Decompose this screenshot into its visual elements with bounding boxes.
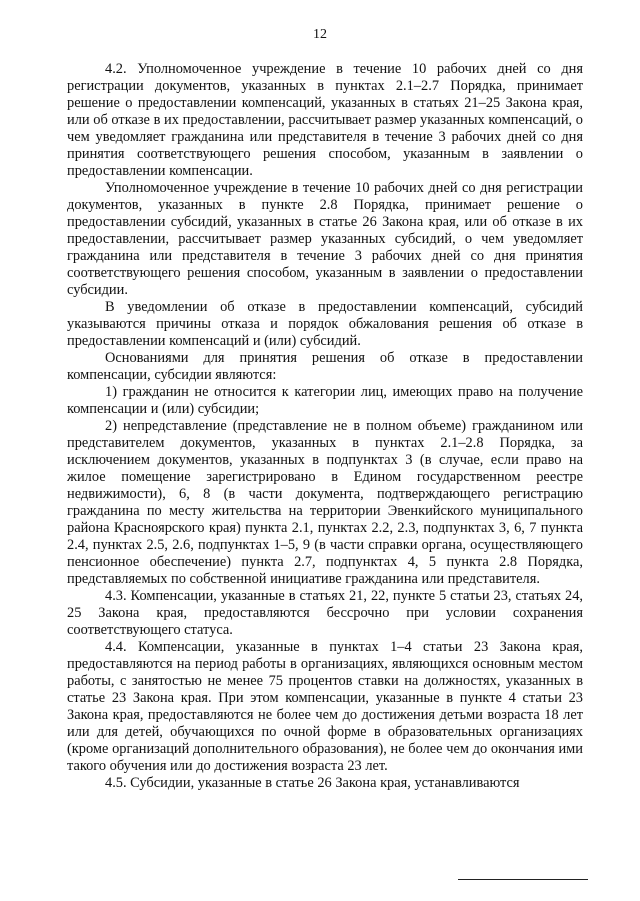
paragraph-subsidy-decision: Уполномоченное учреждение в течение 10 рабочих дней со дня регистрации документов, указанных в пункте 2.8 Порядка, принимает решение о предоставлении субсидий, указанных в статье 26 Закона края, или об отказе в их предоставлении, рассчитывает размер указанных субсидий, о чем уведомляет гражданина или представителя в течение 3 рабочих дней со дня принятия соответствующего решения способом, указанным в заявлении о предоставлении субсидии. [67,180,583,298]
list-item-ground-2: 2) непредставление (представление не в полном объеме) гражданином или представителем документов, указанных в пунктах 2.1–2.8 Порядка, за исключением документов, указанных в подпунктах 3 (в случае, если право на жилое помещение зарегистрировано в Едином государственном реестре недвижимости), 6, 8 (в части документа, подтверждающего регистрацию гражданина по месту жительства на территории Эвенкийского муниципального района Красноярского края) пункта 2.1, пунктах 2.2, 2.3, подпунктах 3, 6, 7 пункта 2.4, пунктах 2.5, 2.6, подпунктах 1–5, 9 (в части справки органа, осуществляющего пенсионное обеспечение) пункта 2.7, подпунктах 4, 5 пункта 2.8 Порядка, представляемых по собственной инициативе гражданина или представителя. [67,418,583,587]
page-number: 12 [313,27,327,42]
list-item-ground-1: 1) гражданин не относится к категории лиц, имеющих право на получение компенсации и (или) субсидии; [67,384,583,417]
paragraph-refusal-notice: В уведомлении об отказе в предоставлении компенсаций, субсидий указываются причины отказа и порядок обжалования решения об отказе в предоставлении компенсаций и (или) субсидий. [67,299,583,349]
paragraph-4-5: 4.5. Субсидии, указанные в статье 26 Закона края, устанавливаются [105,775,520,791]
document-body [67,61,583,792]
paragraph-4-2: 4.2. Уполномоченное учреждение в течение 10 рабочих дней со дня регистрации документов, указанных в пунктах 2.1–2.7 Порядка, принимает решение о предоставлении компенсаций, указанных в статьях 21–25 Закона края, или об отказе в их предоставлении, рассчитывает размер указанных компенсаций, о чем уведомляет гражданина или представителя в течение 3 рабочих дней со дня принятия соответствующего решения способом, указанным в заявлении о предоставлении компенсации. [67,61,583,179]
paragraph-refusal-grounds: Основаниями для принятия решения об отказе в предоставлении компенсации, субсидии являются: [67,350,583,383]
paragraph-4-3: 4.3. Компенсации, указанные в статьях 21, 22, пункте 5 статьи 23, статьях 24, 25 Закона края, предоставляются бессрочно при условии сохранения соответствующего статуса. [67,588,583,638]
paragraph-4-4: 4.4. Компенсации, указанные в пунктах 1–4 статьи 23 Закона края, предоставляются на период работы в организациях, являющихся основным местом работы, с занятостью не менее 75 процентов ставки на должностях, указанных в статье 23 Закона края. При этом компенсации, указанные в пункте 4 статьи 23 Закона края, предоставляются не более чем до достижения детьми возраста 18 лет или для детей, обучающихся по очной форме в образовательных организациях (кроме организаций дополнительного образования), не более чем до окончания ими такого обучения или до достижения возраста 23 лет. [67,639,583,774]
footer-divider [458,879,588,880]
